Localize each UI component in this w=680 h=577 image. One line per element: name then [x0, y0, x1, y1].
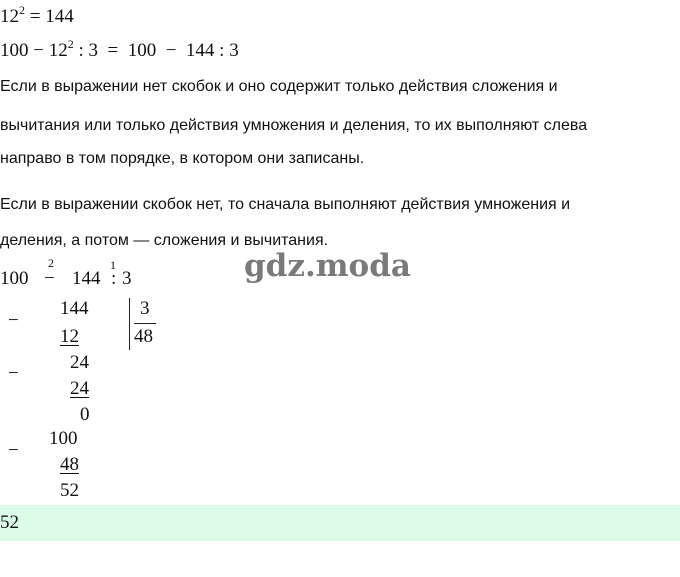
number: 100 [0, 268, 29, 289]
division-bar [129, 298, 130, 350]
expr-rest: : 3 = 100 − 144 : 3 [73, 40, 239, 61]
order-mark-1: 1 [110, 258, 116, 272]
divisor: 3 [140, 298, 150, 319]
answer-band [0, 505, 680, 541]
minuend: 100 [49, 428, 78, 449]
operator-minus: − [44, 268, 55, 289]
rule2-line1: Если в выражении скобок нет, то сначала выполняют действия умножения и [0, 196, 571, 213]
base: 12 [0, 6, 19, 27]
rule1-line3: направо в том порядке, в котором они записаны. [0, 150, 365, 167]
exponent: 2 [19, 3, 25, 17]
number: 144 [72, 268, 101, 289]
subtraction-subtrahend: 48 [60, 454, 79, 475]
rule1-line1: Если в выражении нет скобок и оно содержит только действия сложения и [0, 78, 558, 95]
expr-left: 100 − 12 [0, 40, 68, 61]
number: 3 [122, 268, 132, 289]
subtraction-minus: − [8, 440, 19, 461]
step-value: 24 [70, 352, 89, 373]
subtrahend: 12 [60, 326, 79, 347]
subtraction-result: 52 [60, 480, 79, 501]
equation-transform [0, 37, 239, 62]
dividend: 144 [60, 298, 89, 319]
division-minus: − [8, 363, 19, 384]
remainder: 0 [80, 404, 90, 425]
exponent: 2 [67, 37, 74, 51]
division-minus: − [8, 310, 19, 331]
quotient: 48 [134, 326, 153, 347]
equation-rest: = 144 [25, 6, 74, 27]
operator-divide: : [111, 268, 117, 289]
step-subtrahend: 24 [70, 378, 89, 399]
order-mark-2: 2 [48, 256, 54, 270]
quotient-line [134, 323, 156, 324]
equation-square [0, 3, 74, 28]
watermark-logo: gdz.moda [244, 248, 411, 284]
rule1-line2: вычитания или только действия умножения и деления, то их выполняют слева [0, 117, 588, 134]
rule2-line2: деления, а потом — сложения и вычитания. [0, 232, 329, 249]
answer-value: 52 [0, 512, 19, 533]
order-expression [0, 268, 29, 290]
